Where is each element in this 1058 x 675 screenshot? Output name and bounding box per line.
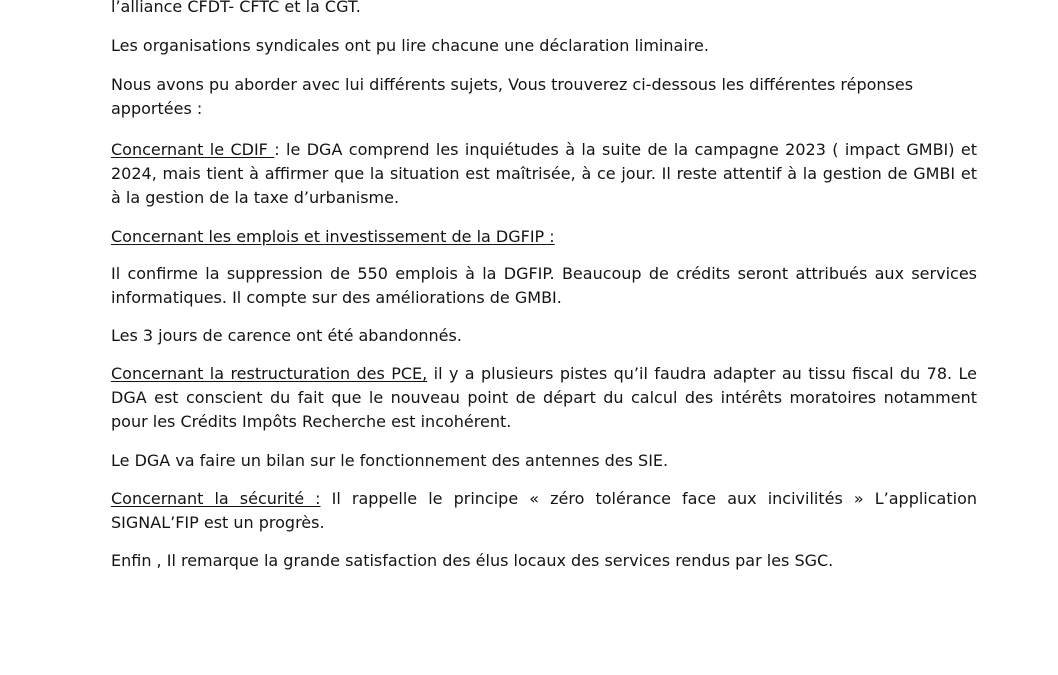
paragraph-text: : le DGA comprend les inquiétudes à la suite de la campagne 2023 ( impact GMBI) et 2024, mais tient à affirmer que la situation est maîtrisée, à ce jour. Il reste attentif à la gestion de GMBI et à la gestion de la taxe d’urbanisme. [111, 140, 978, 207]
paragraph-text: Le DGA va faire un bilan sur le fonctionnement des antennes des SIE. [111, 451, 669, 470]
paragraph-text: il y a plusieurs pistes qu’il faudra adapter au tissu fiscal du 78. Le DGA est conscient du fait que le nouveau point de départ du calcul des intérêts moratoires notamment pour les Crédits Impôts Recherche est incohérent. [111, 364, 978, 431]
section-heading-cdif: Concernant le CDIF [111, 140, 275, 159]
paragraph-pce [111, 362, 977, 434]
paragraph-sie [111, 449, 977, 473]
paragraph-intro [111, 73, 977, 121]
paragraph-text: Il rappelle le principe « zéro tolérance face aux incivilités » L’application SIGNAL’FIP est un progrès. [111, 489, 977, 532]
section-heading-emplois: Concernant les emplois et investissement de la DGFIP : [111, 227, 555, 246]
paragraph-text: Les 3 jours de carence ont été abandonnés. [111, 326, 462, 345]
paragraph-text: Les organisations syndicales ont pu lire chacune une déclaration liminaire. [111, 36, 709, 55]
paragraph-text: Il confirme la suppression de 550 emplois à la DGFIP. Beaucoup de crédits seront attribués aux services informatiques. Il compte sur des améliorations de GMBI. [111, 264, 977, 307]
paragraph-cdif [111, 138, 977, 210]
paragraph-alliance [111, 0, 977, 19]
section-heading-securite: Concernant la sécurité : [111, 489, 321, 508]
paragraph-carence [111, 324, 977, 348]
paragraph-enfin [111, 549, 977, 573]
paragraph-emplois-heading [111, 225, 977, 249]
paragraph-declarations [111, 34, 977, 58]
paragraph-securite [111, 487, 977, 535]
paragraph-emplois [111, 262, 977, 310]
paragraph-text: Enfin , Il remarque la grande satisfaction des élus locaux des services rendus par les SGC. [111, 551, 834, 570]
section-heading-pce: Concernant la restructuration des PCE, [111, 364, 428, 383]
paragraph-text: l’alliance CFDT- CFTC et la CGT. [111, 0, 361, 16]
paragraph-text: Nous avons pu aborder avec lui différents sujets, Vous trouverez ci-dessous les différentes réponses apportées : [111, 75, 914, 118]
